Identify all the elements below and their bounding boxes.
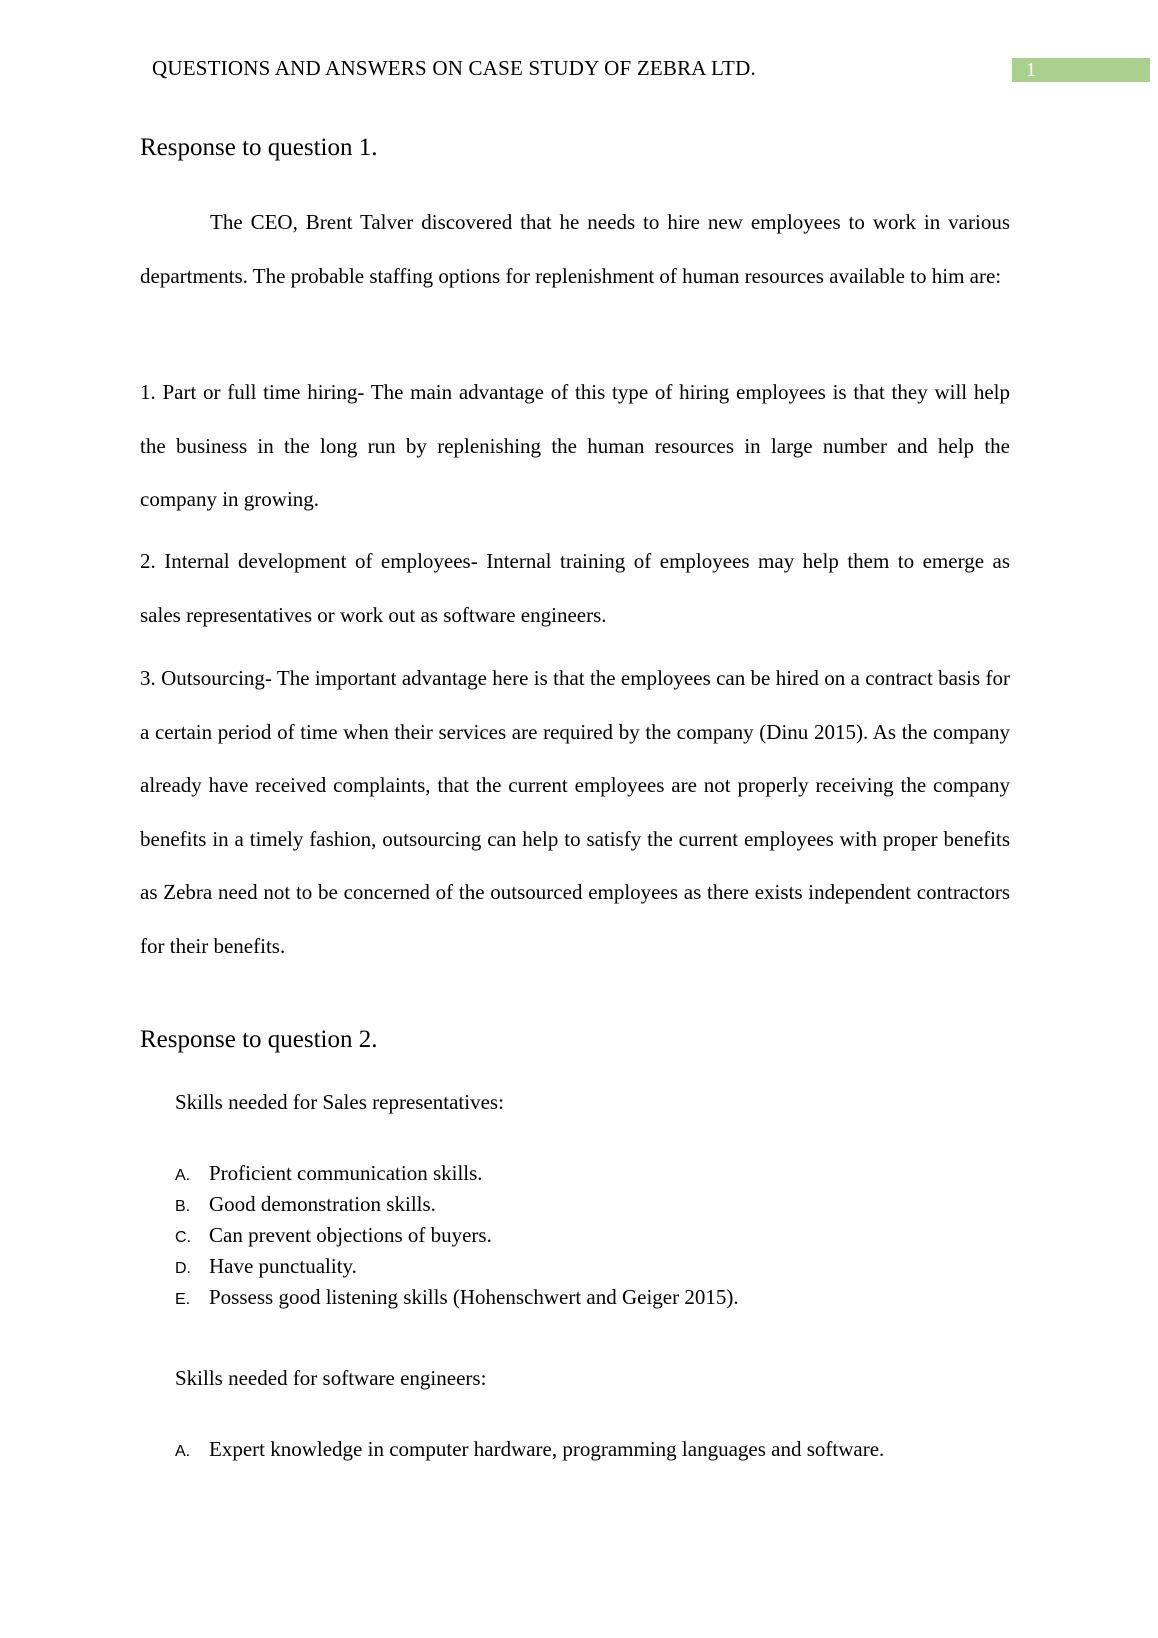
section-heading-q1: Response to question 1.: [140, 134, 378, 161]
list-item-text: Possess good listening skills (Hohenschwert and Geiger 2015).: [209, 1285, 739, 1309]
page-number: 1: [1012, 58, 1150, 82]
intro-paragraph: The CEO, Brent Talver discovered that he needs to hire new employees to work in various departments. The probable staffing options for replenishment of human resources available to him are:: [140, 210, 1010, 288]
list-marker: C.: [175, 1229, 191, 1246]
list-item: [175, 1251, 739, 1282]
section-heading-q2: Response to question 2.: [140, 1026, 378, 1053]
engineer-skills-title: Skills needed for software engineers:: [175, 1366, 487, 1390]
list-item: [175, 1282, 739, 1313]
list-item-text: Good demonstration skills.: [209, 1192, 436, 1216]
list-item-text: Have punctuality.: [209, 1254, 357, 1278]
list-item-text: Can prevent objections of buyers.: [209, 1223, 492, 1247]
list-item: [175, 1189, 739, 1220]
list-item-text: Expert knowledge in computer hardware, programming languages and software.: [209, 1437, 885, 1461]
list-item-text: Proficient communication skills.: [209, 1161, 483, 1185]
list-item: [175, 1158, 739, 1189]
option-3-paragraph: 3. Outsourcing- The important advantage here is that the employees can be hired on a contract basis for a certain period of time when their services are required by the company (Dinu 2015). As the company already have received complaints, that the current employees are not properly receiving the company benefits in a timely fashion, outsourcing can help to satisfy the current employees with proper benefits as Zebra need not to be concerned of the outsourced employees as there exists independent contractors for their benefits.: [140, 666, 1010, 958]
engineer-skills-list: [175, 1434, 884, 1465]
sales-skills-list: [175, 1158, 739, 1313]
list-marker: A.: [175, 1167, 191, 1184]
list-marker: B.: [175, 1198, 191, 1215]
list-marker: E.: [175, 1291, 191, 1308]
list-marker: A.: [175, 1443, 191, 1460]
option-2-paragraph: 2. Internal development of employees- Internal training of employees may help them to emerge as sales representatives or work out as software engineers.: [140, 549, 1010, 627]
sales-skills-title: Skills needed for Sales representatives:: [175, 1090, 504, 1114]
list-marker: D.: [175, 1260, 191, 1277]
list-item: [175, 1220, 739, 1251]
list-item: [175, 1434, 884, 1465]
running-head: QUESTIONS AND ANSWERS ON CASE STUDY OF ZEBRA LTD.: [152, 56, 756, 80]
option-1-paragraph: 1. Part or full time hiring- The main advantage of this type of hiring employees is that they will help the business in the long run by replenishing the human resources in large number and help the company in growing.: [140, 380, 1010, 511]
